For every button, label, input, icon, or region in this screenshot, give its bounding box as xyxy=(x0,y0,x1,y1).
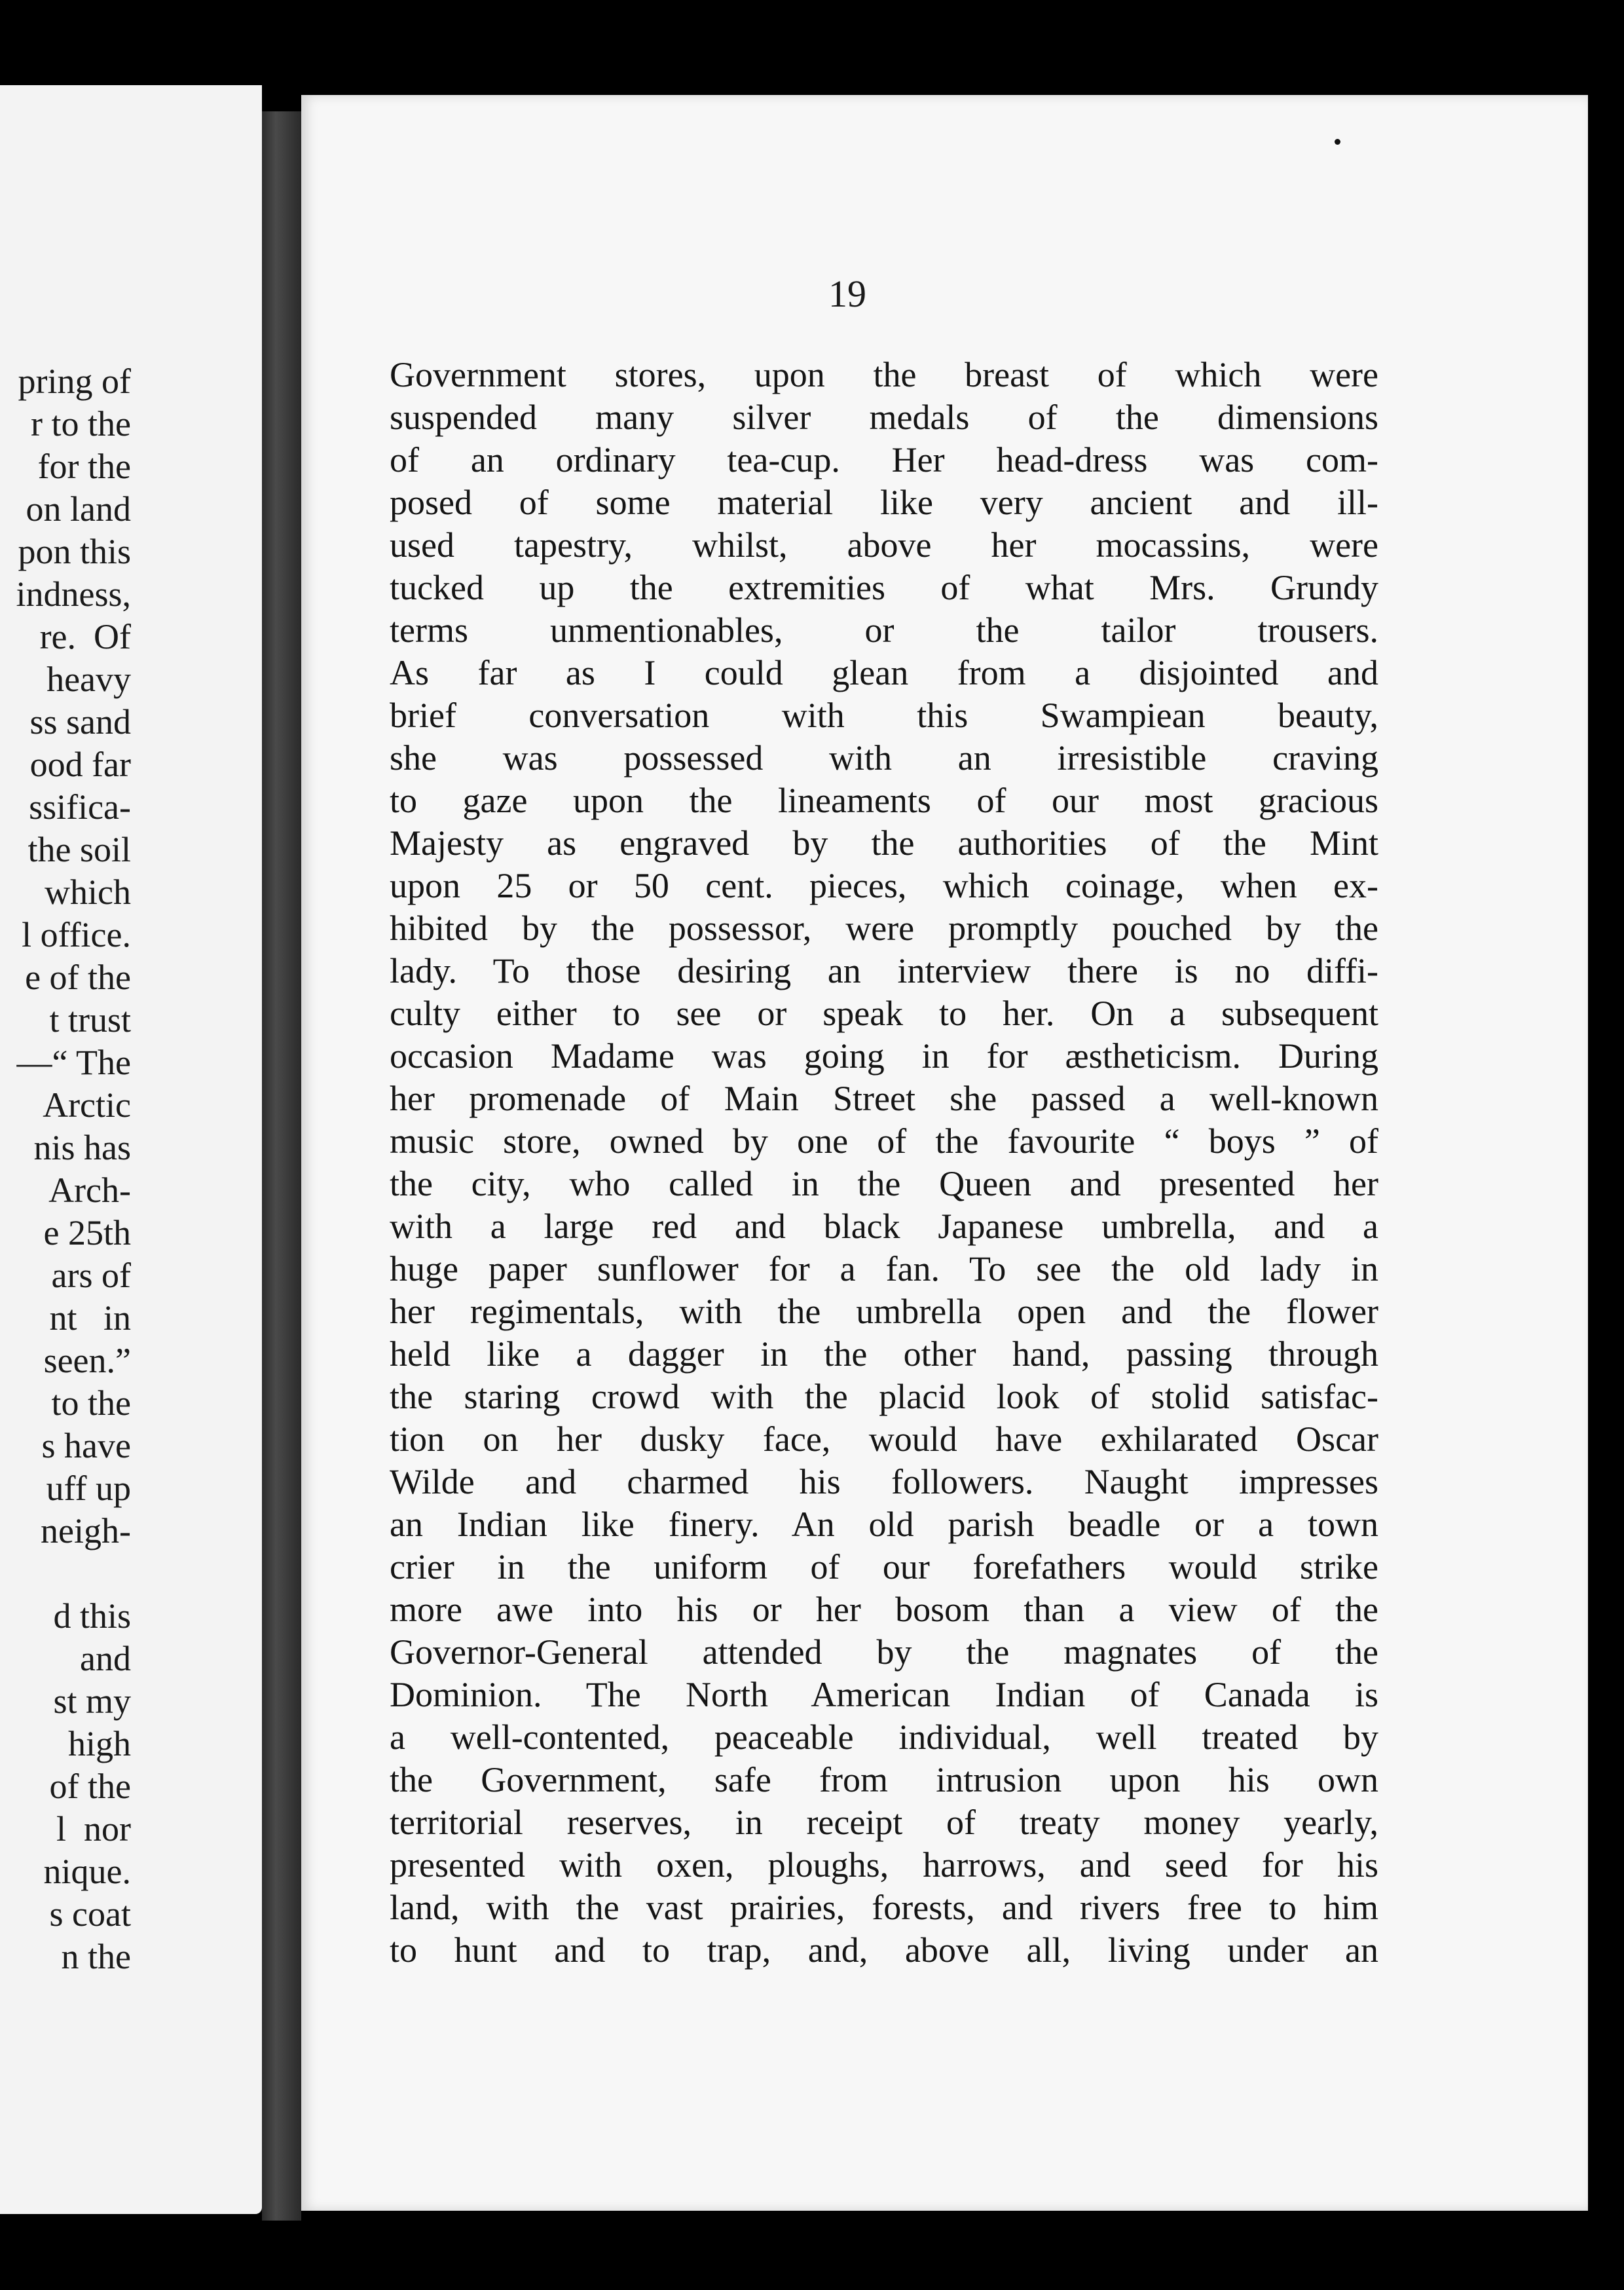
text-line: posed of some material like very ancient and ill- xyxy=(390,483,1378,522)
text-line: huge paper sunflower for a fan. To see the old lady in xyxy=(390,1249,1378,1288)
text-line: her promenade of Main Street she passed a well-known xyxy=(390,1079,1378,1118)
left-text-line: n the xyxy=(61,1937,131,1976)
text-line: an Indian like finery. An old parish beadle or a town xyxy=(390,1505,1378,1544)
left-page xyxy=(0,85,262,2214)
text-line: tion on her dusky face, would have exhilarated Oscar xyxy=(390,1419,1378,1459)
left-text-line: ars of xyxy=(51,1256,131,1295)
text-line: brief conversation with this Swampiean beauty, xyxy=(390,696,1378,735)
left-page-text xyxy=(16,360,132,1978)
text-line: land, with the vast prairies, forests, and rivers free to him xyxy=(390,1888,1378,1927)
text-line: used tapestry, whilst, above her mocassins, were xyxy=(390,525,1378,565)
left-text-line: t trust xyxy=(49,1000,131,1040)
left-text-line: Arctic xyxy=(43,1085,131,1125)
text-line: with a large red and black Japanese umbrella, and a xyxy=(390,1207,1378,1246)
text-line: presented with oxen, ploughs, harrows, and seed for his xyxy=(390,1845,1378,1885)
left-text-line: high xyxy=(67,1724,131,1763)
left-text-line: for the xyxy=(37,447,131,486)
left-text-line: st my xyxy=(53,1681,131,1721)
text-line: lady. To those desiring an interview there is no diffi- xyxy=(390,951,1378,990)
left-text-line: s coat xyxy=(49,1894,131,1934)
text-line: she was possessed with an irresistible craving xyxy=(390,738,1378,778)
text-line: upon 25 or 50 cent. pieces, which coinage, when ex- xyxy=(390,866,1378,905)
left-text-line: on land xyxy=(26,489,131,529)
text-line: culty either to see or speak to her. On a subsequent xyxy=(390,994,1378,1033)
left-text-line: d this xyxy=(53,1596,131,1636)
left-text-line: to the xyxy=(51,1383,131,1423)
text-line: Dominion. The North American Indian of Canada is xyxy=(390,1675,1378,1714)
left-text-line: seen.” xyxy=(43,1341,131,1380)
left-text-line: heavy xyxy=(46,660,131,699)
page-number: 19 xyxy=(828,272,866,315)
text-line: of an ordinary tea-cup. Her head-dress was com- xyxy=(390,440,1378,479)
text-line: the staring crowd with the placid look of stolid satisfac- xyxy=(390,1377,1378,1416)
left-text-line: s have xyxy=(41,1426,131,1465)
left-text-line: pon this xyxy=(18,532,131,571)
body-text xyxy=(390,354,1378,1972)
text-line: Majesty as engraved by the authorities of the Mint xyxy=(390,823,1378,863)
left-text-line: the soil xyxy=(28,830,131,869)
left-text-line xyxy=(16,1552,132,1595)
text-line: Wilde and charmed his followers. Naught impresses xyxy=(390,1462,1378,1501)
left-text-line: which xyxy=(45,873,131,912)
left-text-line: Arch- xyxy=(48,1171,131,1210)
left-text-line: ssifica- xyxy=(29,787,131,827)
left-text-line: —“ The xyxy=(16,1043,131,1082)
left-text-line: ss sand xyxy=(29,702,131,741)
left-text-line: nt in xyxy=(49,1298,131,1338)
text-line: occasion Madame was going in for æstheticism. During xyxy=(390,1036,1378,1076)
text-line: suspended many silver medals of the dimensions xyxy=(390,398,1378,437)
left-text-line: indness, xyxy=(16,574,131,614)
left-text-line: l nor xyxy=(56,1809,131,1849)
left-text-line: nique. xyxy=(43,1852,131,1891)
left-text-line: pring of xyxy=(18,362,131,401)
text-line: Government stores, upon the breast of which were xyxy=(390,355,1378,394)
text-line: to hunt and to trap, and, above all, living under an xyxy=(390,1930,1378,1970)
text-line: terms unmentionables, or the tailor trousers. xyxy=(390,610,1378,650)
text-line: held like a dagger in the other hand, passing through xyxy=(390,1334,1378,1374)
text-line: hibited by the possessor, were promptly pouched by the xyxy=(390,909,1378,948)
text-line: tucked up the extremities of what Mrs. Grundy xyxy=(390,568,1378,607)
left-text-line: e of the xyxy=(25,958,131,997)
text-line: music store, owned by one of the favourite “ boys ” of xyxy=(390,1121,1378,1161)
left-text-line: nis has xyxy=(33,1128,131,1167)
left-text-line: and xyxy=(80,1639,131,1678)
left-text-line: uff up xyxy=(46,1469,131,1508)
left-text-line: neigh- xyxy=(41,1511,131,1550)
book-gutter xyxy=(262,111,301,2221)
dust-speck xyxy=(1335,139,1340,145)
text-line: a well-contented, peaceable individual, well treated by xyxy=(390,1718,1378,1757)
text-line: the city, who called in the Queen and presented her xyxy=(390,1164,1378,1203)
text-line: the Government, safe from intrusion upon his own xyxy=(390,1760,1378,1799)
text-line: territorial reserves, in receipt of treaty money yearly, xyxy=(390,1803,1378,1842)
text-line: her regimentals, with the umbrella open and the flower xyxy=(390,1292,1378,1331)
text-line: Governor-General attended by the magnates of the xyxy=(390,1632,1378,1672)
left-text-line: re. Of xyxy=(39,617,131,656)
left-text-line: of the xyxy=(49,1767,131,1806)
text-line: crier in the uniform of our forefathers would strike xyxy=(390,1547,1378,1586)
left-text-line: e 25th xyxy=(43,1213,131,1252)
text-line: to gaze upon the lineaments of our most gracious xyxy=(390,781,1378,820)
text-line: As far as I could glean from a disjointed and xyxy=(390,653,1378,692)
text-line: more awe into his or her bosom than a view of the xyxy=(390,1590,1378,1629)
left-text-line: ood far xyxy=(29,745,131,784)
left-text-line: r to the xyxy=(31,404,131,443)
left-text-line: l office. xyxy=(22,915,131,954)
